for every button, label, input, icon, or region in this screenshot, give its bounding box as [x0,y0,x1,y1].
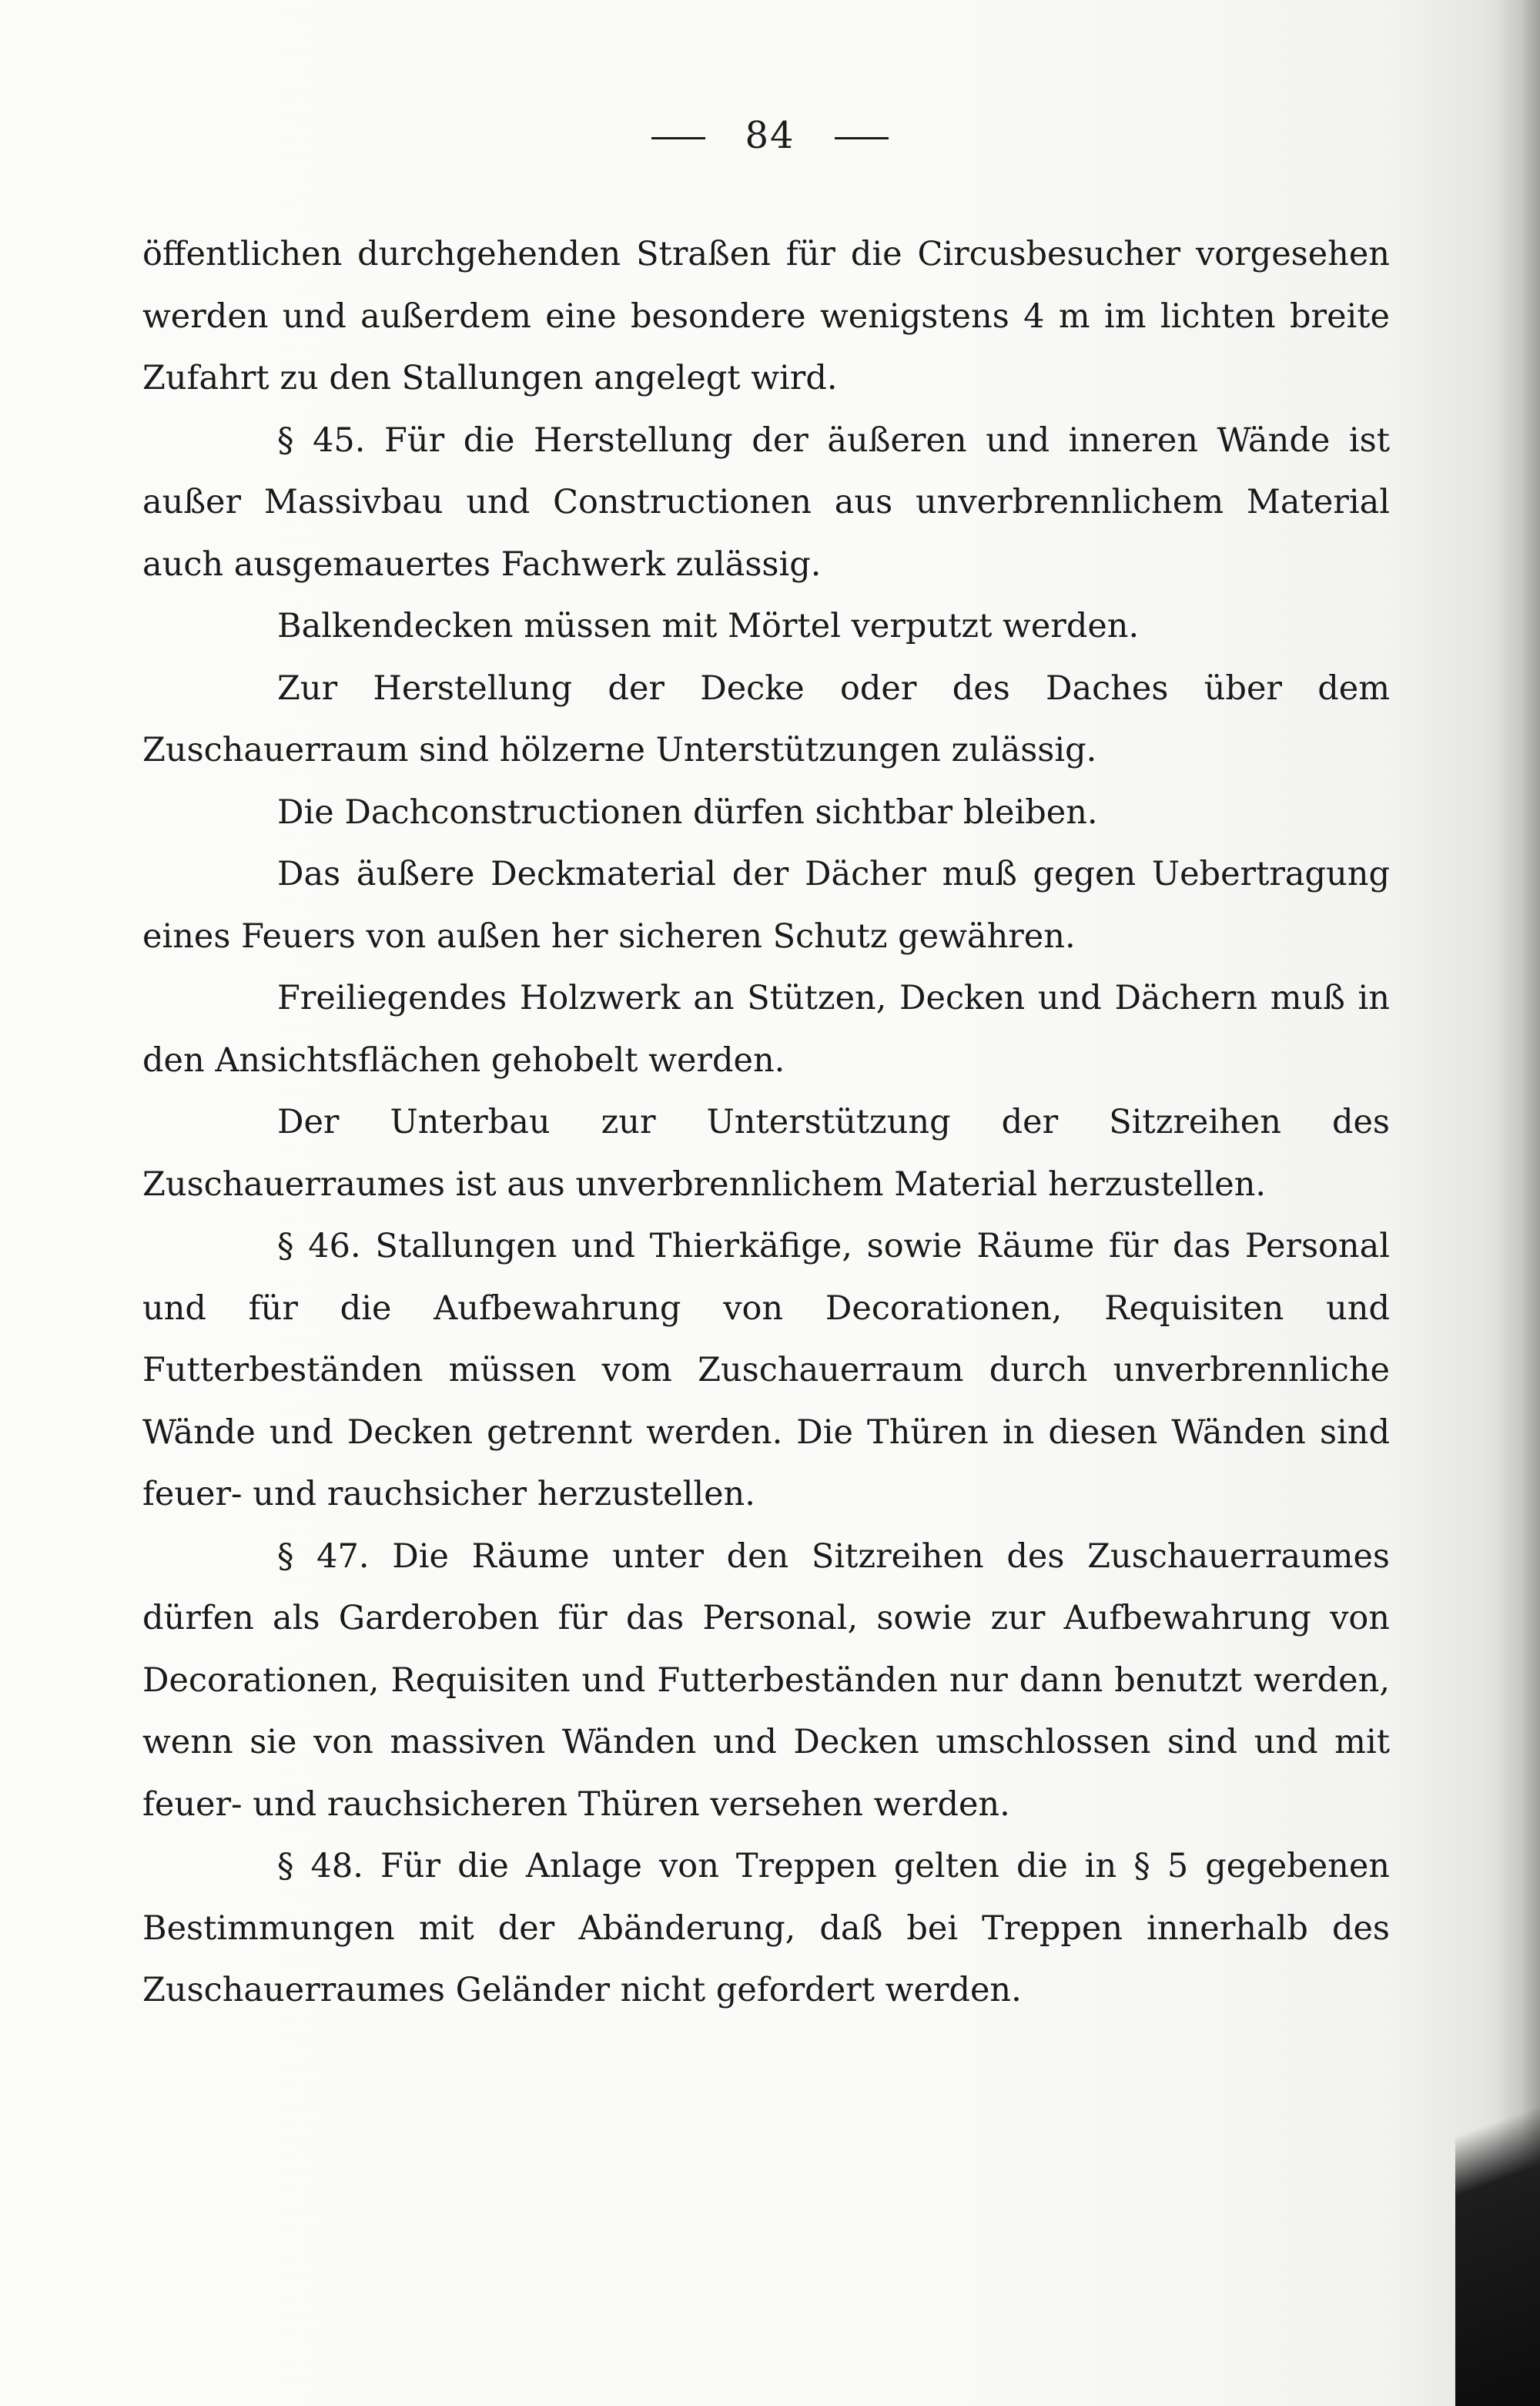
paragraph-deckmaterial: Das äußere Deckmaterial der Dächer muß gegen Uebertragung eines Feuers von außen her sicheren Schutz gewähren. [142,855,1390,956]
header-dash-right [835,137,889,139]
paragraph-decke-dach: Zur Herstellung der Decke oder des Daches über dem Zuschauerraum sind hölzerne Unterstützungen zulässig. [142,669,1390,769]
paragraph-unterbau: Der Unterbau zur Unterstützung der Sitzreihen des Zuschauerraumes ist aus unverbrennlichem Material herzustellen. [142,1103,1390,1204]
header-dash-left [651,137,705,139]
page-corner-shadow [1455,1975,1540,2406]
paragraph-continuation: öffentlichen durchgehenden Straßen für die Circusbesucher vorgesehen werden und außerdem eine besondere wenigstens 4 m im lichten breite Zufahrt zu den Stallungen angelegt wird. [142,235,1390,397]
page-header [0,114,1540,157]
paragraph-dachconstructionen: Die Dachconstructionen dürfen sichtbar bleiben. [277,793,1098,832]
paragraph-balkendecken: Balkendecken müssen mit Mörtel verputzt werden. [277,607,1140,645]
paragraph-section-46: § 46. Stallungen und Thierkäfige, sowie Räume für das Personal und für die Aufbewahrung von Decorationen, Requisiten und Futterbeständen müssen vom Zuschauerraum durch unverbrennliche Wände und Decken getrennt werden. Die Thüren in diesen Wänden sind feuer- und rauchsicher herzustellen. [142,1227,1390,1513]
page-number: 84 [745,114,795,157]
paragraph-holzwerk: Freiliegendes Holzwerk an Stützen, Decken und Dächern muß in den Ansichtsflächen gehobelt werden. [142,979,1390,1080]
paragraph-section-45: § 45. Für die Herstellung der äußeren und inneren Wände ist außer Massivbau und Constructionen aus unverbrennlichem Material auch ausgemauertes Fachwerk zulässig. [142,421,1390,584]
paragraph-section-48: § 48. Für die Anlage von Treppen gelten die in § 5 gegebenen Bestimmungen mit der Abänderung, daß bei Treppen innerhalb des Zuschauerraumes Geländer nicht gefordert werden. [142,1847,1390,2009]
page-body [142,223,1390,2022]
paragraph-section-47: § 47. Die Räume unter den Sitzreihen des Zuschauerraumes dürfen als Garderoben für das Personal, sowie zur Aufbewahrung von Decorationen, Requisiten und Futterbeständen nur dann benutzt werden, wenn sie von massiven Wänden und Decken umschlossen sind und mit feuer- und rauchsicheren Thüren versehen werden. [142,1536,1390,1824]
